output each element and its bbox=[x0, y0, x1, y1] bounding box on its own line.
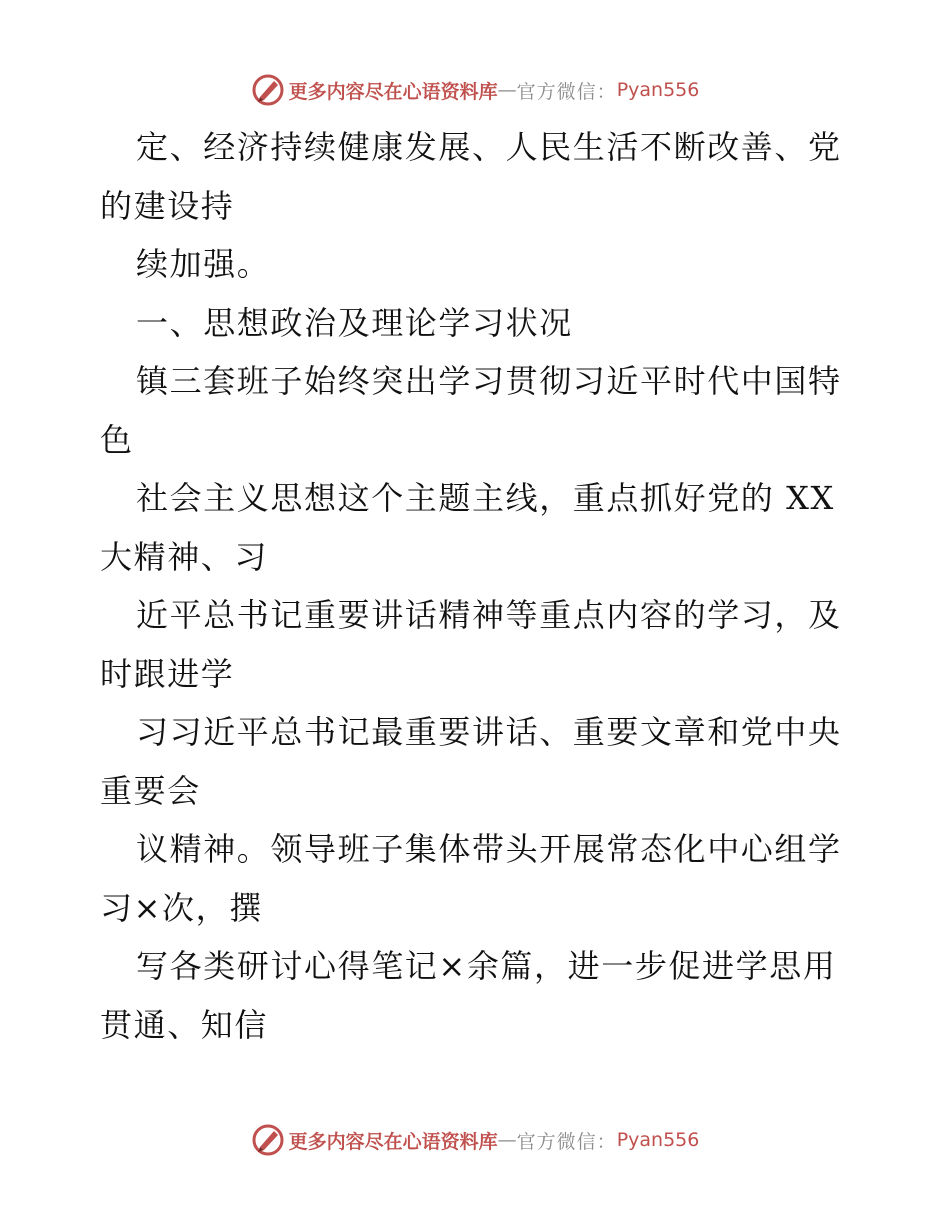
text-line: 的建设持 bbox=[100, 186, 235, 225]
text-line: 镇三套班子始终突出学习贯彻习近平时代中国特 bbox=[136, 362, 842, 400]
text-line: 社会主义思想这个主题主线，重点抓好党的 XX bbox=[136, 479, 835, 517]
watermark-brand: 更多内容尽在心语资料库 bbox=[288, 80, 498, 103]
text-line: 习×次，撰 bbox=[100, 888, 263, 927]
watermark-official: 官方微信： bbox=[516, 80, 617, 103]
text-line: 色 bbox=[100, 420, 134, 459]
text-line: 时跟进学 bbox=[100, 654, 235, 693]
document-body bbox=[100, 118, 860, 1054]
text-line: 习习近平总书记最重要讲话、重要文章和党中央 bbox=[136, 713, 842, 751]
text-line: 贯通、知信 bbox=[100, 1005, 269, 1044]
text-line: 近平总书记重要讲话精神等重点内容的学习，及 bbox=[136, 596, 842, 634]
text-line: 大精神、习 bbox=[100, 537, 269, 576]
text-line: 定、经济持续健康发展、人民生活不断改善、党 bbox=[136, 128, 842, 166]
pen-logo-icon bbox=[251, 1123, 285, 1157]
footer-watermark bbox=[0, 1120, 950, 1160]
text-line: 一、思想政治及理论学习状况 bbox=[136, 303, 573, 342]
text-line: 议精神。领导班子集体带头开展常态化中心组学 bbox=[136, 830, 842, 868]
watermark-dash: — bbox=[497, 79, 517, 101]
text-line: 写各类研讨心得笔记×余篇，进一步促进学思用 bbox=[136, 947, 837, 985]
pen-logo-icon bbox=[251, 73, 285, 107]
text-line: 重要会 bbox=[100, 771, 201, 810]
watermark-official: 官方微信： bbox=[516, 1130, 617, 1153]
header-watermark bbox=[0, 70, 950, 110]
watermark-dash: — bbox=[497, 1129, 517, 1151]
watermark-wechat-id: Pyan556 bbox=[616, 79, 700, 101]
watermark-brand: 更多内容尽在心语资料库 bbox=[288, 1130, 498, 1153]
text-line: 续加强。 bbox=[136, 245, 271, 283]
watermark-wechat-id: Pyan556 bbox=[616, 1129, 700, 1151]
